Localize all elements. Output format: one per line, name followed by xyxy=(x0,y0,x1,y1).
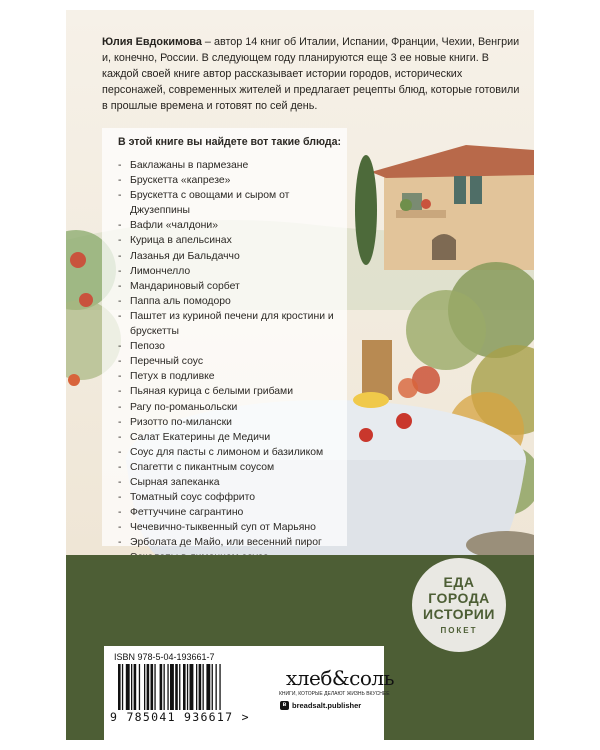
barcode-bar xyxy=(139,664,140,710)
barcode-bar xyxy=(160,664,163,710)
barcode-bar xyxy=(170,664,174,710)
barcode-bar xyxy=(216,664,217,710)
author-description: – автор 14 книг об Италии, Испании, Франции, Чехии, Венгрии и, конечно, России. В следующем году планируются еще 3 ее новые книги. В каждой своей книге автор рассказывает истории городов, исторических персонажей, современных жителей и предлагает рецепты блюд, которые готовили в прошлые времена и готовят по сей день. xyxy=(102,36,520,112)
barcode-bar xyxy=(190,664,194,710)
dish-item: - Брускетта «капрезе» xyxy=(116,173,346,188)
dishes-list xyxy=(116,158,346,566)
dish-item: - Эрболата де Майо, или весенний пирог xyxy=(116,535,346,550)
dish-item: - Паштет из куриной печени для кростини и брускетты xyxy=(116,309,346,339)
dish-item: - Мандариновый сорбет xyxy=(116,279,346,294)
series-line-1: ЕДА xyxy=(443,574,475,590)
dish-item: - Чечевично-тыквенный суп от Марьяно xyxy=(116,520,346,535)
barcode-bar xyxy=(179,664,180,710)
dish-item: - Соус для пасты с лимоном и базиликом xyxy=(116,445,346,460)
barcode-bar xyxy=(126,664,130,710)
dish-item: - Паппа аль помодоро xyxy=(116,294,346,309)
dish-item: - Курица в апельсинах xyxy=(116,233,346,248)
barcode-bar xyxy=(122,664,123,710)
series-subtitle: ПОКЕТ xyxy=(440,626,478,635)
dish-item: - Пепозо xyxy=(116,339,346,354)
barcode-bar xyxy=(199,664,202,710)
barcode-bar xyxy=(219,664,220,710)
dish-item: - Брускетта с овощами и сыром от Джузеппины xyxy=(116,188,346,218)
dishes-title: В этой книге вы найдете вот такие блюда: xyxy=(118,136,342,148)
dish-item: - Пьяная курица с белыми грибами xyxy=(116,384,346,399)
barcode xyxy=(118,664,268,712)
barcode-bar xyxy=(183,664,186,710)
barcode-bar xyxy=(164,664,165,710)
barcode-bar xyxy=(144,664,145,710)
barcode-bar xyxy=(134,664,137,710)
series-line-3: ИСТОРИИ xyxy=(423,606,495,622)
dish-item: - Томатный соус соффрито xyxy=(116,490,346,505)
dish-item: - Рагу по-романьольски xyxy=(116,400,346,415)
barcode-bar xyxy=(212,664,213,710)
dish-item: - Баклажаны в пармезане xyxy=(116,158,346,173)
isbn-text: ISBN 978-5-04-193661-7 xyxy=(114,652,215,662)
barcode-bar xyxy=(118,664,121,710)
author-name: Юлия Евдокимова xyxy=(102,36,202,48)
series-line-2: ГОРОДА xyxy=(428,590,490,606)
publisher-logo: хлеб&соль xyxy=(286,666,394,690)
barcode-digits: 9 785041 936617 > xyxy=(110,710,250,724)
dish-item: - Вафли «чалдони» xyxy=(116,218,346,233)
publisher-tagline: КНИГИ, КОТОРЫЕ ДЕЛАЮТ ЖИЗНЬ ВКУСНЕЕ xyxy=(279,691,390,697)
dish-item: - Спагетти с пикантным соусом xyxy=(116,460,346,475)
dish-item: - Феттуччине сагрантино xyxy=(116,505,346,520)
barcode-bar xyxy=(131,664,132,710)
series-badge xyxy=(412,558,506,652)
barcode-bar xyxy=(175,664,178,710)
dish-item: - Сырная запеканка xyxy=(116,475,346,490)
dish-item: - Лазанья ди Бальдаччо xyxy=(116,249,346,264)
publisher-social: breadsalt.publisher xyxy=(292,701,362,710)
barcode-panel xyxy=(104,646,394,740)
barcode-bar xyxy=(151,664,154,710)
barcode-bar xyxy=(196,664,197,710)
book-back-cover xyxy=(66,10,534,740)
dish-item: - Перечный соус xyxy=(116,354,346,369)
barcode-bar xyxy=(187,664,188,710)
dish-item: - Петух в подливке xyxy=(116,369,346,384)
barcode-bar xyxy=(147,664,150,710)
dish-item: - Ризотто по-милански xyxy=(116,415,346,430)
dish-item: - Лимончелло xyxy=(116,264,346,279)
barcode-bar xyxy=(203,664,204,710)
barcode-bar xyxy=(154,664,155,710)
barcode-bar xyxy=(167,664,168,710)
author-intro xyxy=(102,34,522,114)
dishes-panel xyxy=(102,128,347,549)
vk-icon: в xyxy=(280,701,289,710)
barcode-bar xyxy=(206,664,210,710)
dish-item: - Салат Екатерины де Медичи xyxy=(116,430,346,445)
